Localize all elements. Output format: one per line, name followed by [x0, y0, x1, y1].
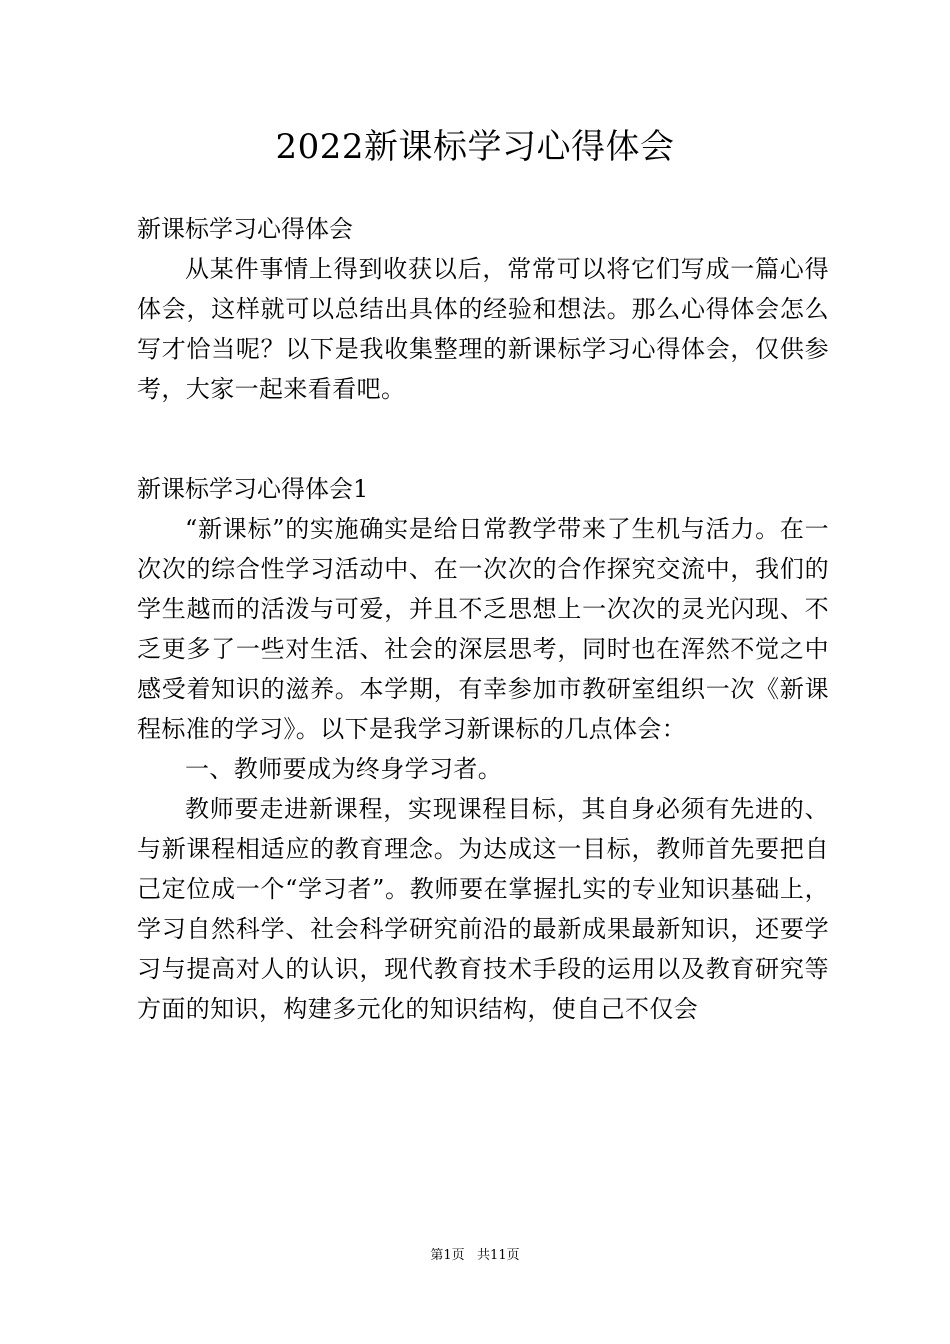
document-body: [137, 209, 829, 1029]
point-heading: 一、教师要成为终身学习者。: [185, 755, 503, 783]
body-paragraph: “新课标”的实施确实是给日常教学带来了生机与活力。在一次次的综合性学习活动中、在一次次的合作探究交流中，我们的学生越而的活泼与可爱，并且不乏思想上一次次的灵光闪现、不乏更多了一些对生活、社会的深层思考，同时也在浑然不觉之中感受着知识的滋养。本学期，有幸参加市教研室组织一次《新课程标准的学习》。以下是我学习新课标的几点体会：: [137, 515, 829, 743]
intro-paragraph: 从某件事情上得到收获以后，常常可以将它们写成一篇心得体会，这样就可以总结出具体的经验和想法。那么心得体会怎么写才恰当呢？以下是我收集整理的新课标学习心得体会，仅供参考，大家一起来看看吧。: [137, 255, 829, 403]
document-title: 2022新课标学习心得体会: [275, 127, 675, 167]
page-footer: 第1页 共11页: [430, 1248, 520, 1263]
paragraph-spacer: [137, 409, 829, 469]
body-paragraph: 教师要走进新课程，实现课程目标，其自身必须有先进的、与新课程相适应的教育理念。为达成这一目标，教师首先要把自己定位成一个“学习者”。教师要在掌握扎实的专业知识基础上，学习自然科学、社会科学研究前沿的最新成果最新知识，还要学习与提高对人的认识，现代教育技术手段的运用以及教育研究等方面的知识，构建多元化的知识结构，使自己不仅会: [137, 795, 829, 1023]
section-heading: 新课标学习心得体会1: [137, 475, 369, 503]
subtitle: 新课标学习心得体会: [137, 215, 353, 243]
